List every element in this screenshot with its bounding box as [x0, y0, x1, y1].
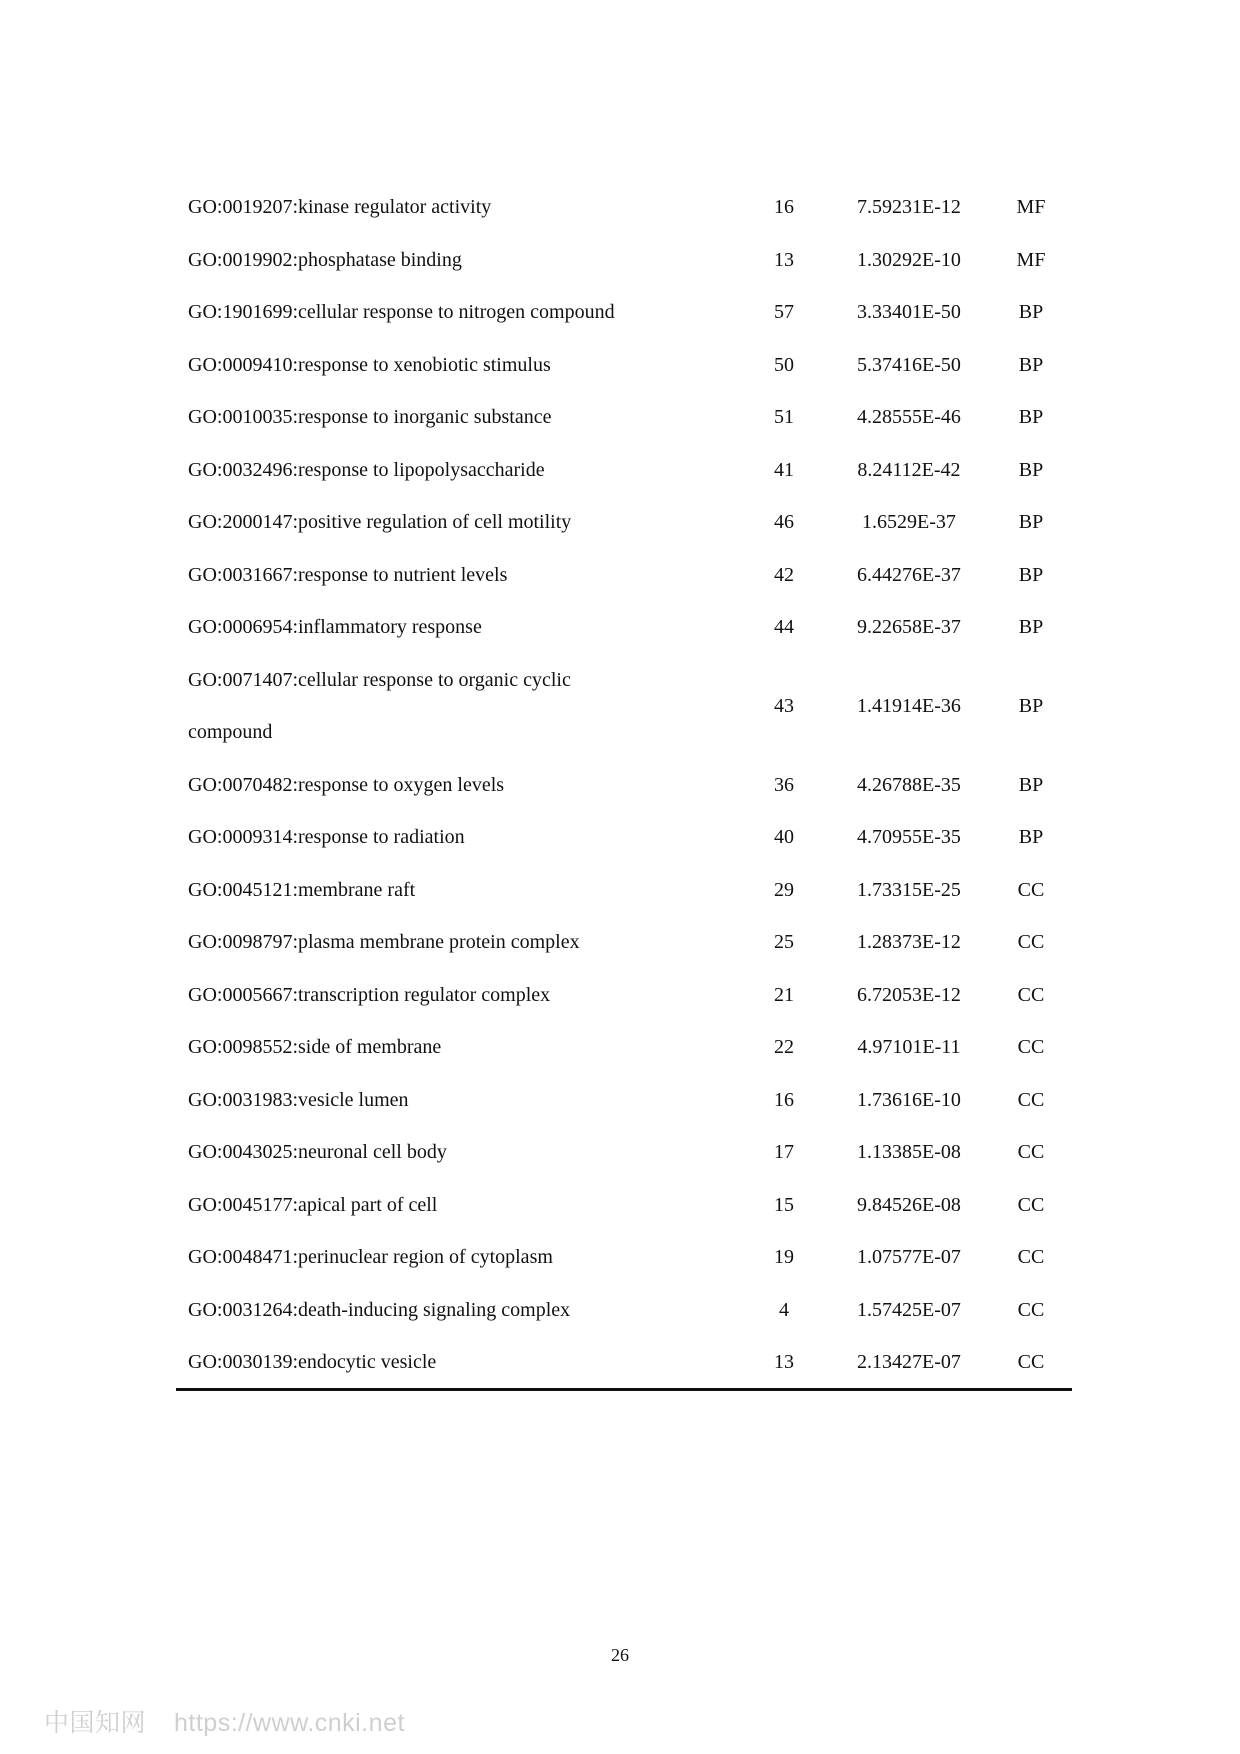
- category-cell: CC: [1017, 1036, 1045, 1059]
- go-term-cell: GO:0005667:transcription regulator complex: [188, 983, 551, 1006]
- p-value-cell: 7.59231E-12: [857, 196, 961, 219]
- gene-count-cell: 46: [774, 511, 794, 534]
- go-term-cell: GO:1901699:cellular response to nitrogen compound: [188, 301, 615, 324]
- gene-count-cell: 15: [774, 1193, 794, 1216]
- table-row: [176, 391, 1084, 444]
- table-row: [176, 339, 1084, 392]
- table-row: [176, 1336, 1084, 1389]
- go-term-cell: [176, 654, 728, 759]
- go-term-cell: GO:0070482:response to oxygen levels: [188, 773, 505, 796]
- go-term-cell: GO:0009314:response to radiation: [188, 826, 465, 849]
- category-cell: BP: [1018, 773, 1044, 796]
- gene-count-cell: 13: [774, 248, 794, 271]
- go-term-cell: GO:0045121:membrane raft: [188, 878, 416, 901]
- p-value-cell: 4.26788E-35: [857, 773, 961, 796]
- category-cell: BP: [1018, 511, 1044, 534]
- go-term-line: GO:0071407:cellular response to organic cyclic: [188, 669, 571, 691]
- category-cell: BP: [1018, 695, 1044, 717]
- go-term-cell: GO:0030139:endocytic vesicle: [188, 1351, 437, 1374]
- category-cell: CC: [1017, 1193, 1045, 1216]
- category-cell: MF: [1016, 196, 1046, 219]
- p-value-cell: 1.57425E-07: [857, 1298, 961, 1321]
- gene-count-cell: 40: [774, 826, 794, 849]
- category-cell: CC: [1017, 1088, 1045, 1111]
- table-row: [176, 1231, 1084, 1284]
- table-row: [176, 549, 1084, 602]
- cnki-watermark: [44, 1703, 405, 1739]
- go-term-cell: GO:0048471:perinuclear region of cytoplasm: [188, 1246, 553, 1269]
- table-row: [176, 916, 1084, 969]
- go-term-line: compound: [188, 721, 273, 743]
- gene-count-cell: 21: [774, 983, 794, 1006]
- p-value-cell: 2.13427E-07: [857, 1351, 961, 1374]
- p-value-cell: 1.41914E-36: [857, 695, 961, 717]
- gene-count-cell: 43: [774, 695, 794, 717]
- p-value-cell: 4.28555E-46: [857, 406, 961, 429]
- p-value-cell: 1.28373E-12: [857, 931, 961, 954]
- gene-count-cell: 50: [774, 353, 794, 376]
- table-row: [176, 864, 1084, 917]
- gene-count-cell: 4: [779, 1298, 789, 1321]
- category-cell: CC: [1017, 1141, 1045, 1164]
- category-cell: BP: [1018, 353, 1044, 376]
- category-cell: BP: [1018, 826, 1044, 849]
- category-cell: CC: [1017, 1298, 1045, 1321]
- go-term-cell: GO:0043025:neuronal cell body: [188, 1141, 447, 1164]
- table-row: [176, 1074, 1084, 1127]
- p-value-cell: 1.30292E-10: [857, 248, 961, 271]
- category-cell: MF: [1016, 248, 1046, 271]
- gene-count-cell: 16: [774, 1088, 794, 1111]
- table-body: [176, 181, 1084, 1389]
- gene-count-cell: 42: [774, 563, 794, 586]
- category-cell: CC: [1017, 931, 1045, 954]
- go-enrichment-table: [176, 181, 1084, 1389]
- go-term-cell: GO:0019207:kinase regulator activity: [188, 196, 492, 219]
- table-bottom-rule: [176, 1388, 1072, 1391]
- page-number: 26: [611, 1645, 629, 1665]
- table-row: [176, 759, 1084, 812]
- gene-count-cell: 57: [774, 301, 794, 324]
- table-row: [176, 1021, 1084, 1074]
- p-value-cell: 1.73315E-25: [857, 878, 961, 901]
- p-value-cell: 5.37416E-50: [857, 353, 961, 376]
- table-row: [176, 1179, 1084, 1232]
- go-term-cell: GO:0031983:vesicle lumen: [188, 1088, 409, 1111]
- p-value-cell: 4.97101E-11: [857, 1036, 961, 1059]
- category-cell: CC: [1017, 878, 1045, 901]
- go-term-cell: GO:2000147:positive regulation of cell motility: [188, 511, 572, 534]
- p-value-cell: 1.07577E-07: [857, 1246, 961, 1269]
- go-term-cell: GO:0031264:death-inducing signaling complex: [188, 1298, 571, 1321]
- gene-count-cell: 25: [774, 931, 794, 954]
- go-term-cell: GO:0032496:response to lipopolysaccharide: [188, 458, 545, 481]
- category-cell: CC: [1017, 1246, 1045, 1269]
- category-cell: CC: [1017, 983, 1045, 1006]
- gene-count-cell: 13: [774, 1351, 794, 1374]
- go-term-cell: GO:0006954:inflammatory response: [188, 616, 482, 639]
- gene-count-cell: 19: [774, 1246, 794, 1269]
- p-value-cell: 9.84526E-08: [857, 1193, 961, 1216]
- go-term-cell: GO:0019902:phosphatase binding: [188, 248, 462, 271]
- p-value-cell: 9.22658E-37: [857, 616, 961, 639]
- table-row: [176, 1126, 1084, 1179]
- p-value-cell: 1.6529E-37: [862, 511, 956, 534]
- table-row: [176, 654, 1084, 759]
- go-term-cell: GO:0031667:response to nutrient levels: [188, 563, 508, 586]
- category-cell: BP: [1018, 563, 1044, 586]
- table-row: [176, 286, 1084, 339]
- gene-count-cell: 36: [774, 773, 794, 796]
- table-row: [176, 444, 1084, 497]
- table-row: [176, 601, 1084, 654]
- table-row: [176, 969, 1084, 1022]
- p-value-cell: 6.44276E-37: [857, 563, 961, 586]
- gene-count-cell: 29: [774, 878, 794, 901]
- category-cell: CC: [1017, 1351, 1045, 1374]
- watermark-url: https://www.cnki.net: [174, 1709, 405, 1737]
- category-cell: BP: [1018, 458, 1044, 481]
- go-term-cell: GO:0098797:plasma membrane protein complex: [188, 931, 580, 954]
- go-term-cell: GO:0009410:response to xenobiotic stimulus: [188, 353, 551, 376]
- gene-count-cell: 16: [774, 196, 794, 219]
- gene-count-cell: 41: [774, 458, 794, 481]
- p-value-cell: 1.13385E-08: [857, 1141, 961, 1164]
- gene-count-cell: 44: [774, 616, 794, 639]
- category-cell: BP: [1018, 301, 1044, 324]
- table-row: [176, 234, 1084, 287]
- p-value-cell: 3.33401E-50: [857, 301, 961, 324]
- watermark-brand: 中国知网: [44, 1708, 147, 1737]
- go-term-cell: GO:0098552:side of membrane: [188, 1036, 442, 1059]
- go-enrichment-table-container: [176, 181, 1072, 1389]
- category-cell: BP: [1018, 406, 1044, 429]
- table-row: [176, 181, 1084, 234]
- gene-count-cell: 51: [774, 406, 794, 429]
- table-row: [176, 1284, 1084, 1337]
- gene-count-cell: 22: [774, 1036, 794, 1059]
- p-value-cell: 4.70955E-35: [857, 826, 961, 849]
- table-row: [176, 496, 1084, 549]
- table-row: [176, 811, 1084, 864]
- p-value-cell: 6.72053E-12: [857, 983, 961, 1006]
- p-value-cell: 8.24112E-42: [857, 458, 961, 481]
- category-cell: BP: [1018, 616, 1044, 639]
- gene-count-cell: 17: [774, 1141, 794, 1164]
- go-term-cell: GO:0010035:response to inorganic substance: [188, 406, 552, 429]
- go-term-cell: GO:0045177:apical part of cell: [188, 1193, 438, 1216]
- p-value-cell: 1.73616E-10: [857, 1088, 961, 1111]
